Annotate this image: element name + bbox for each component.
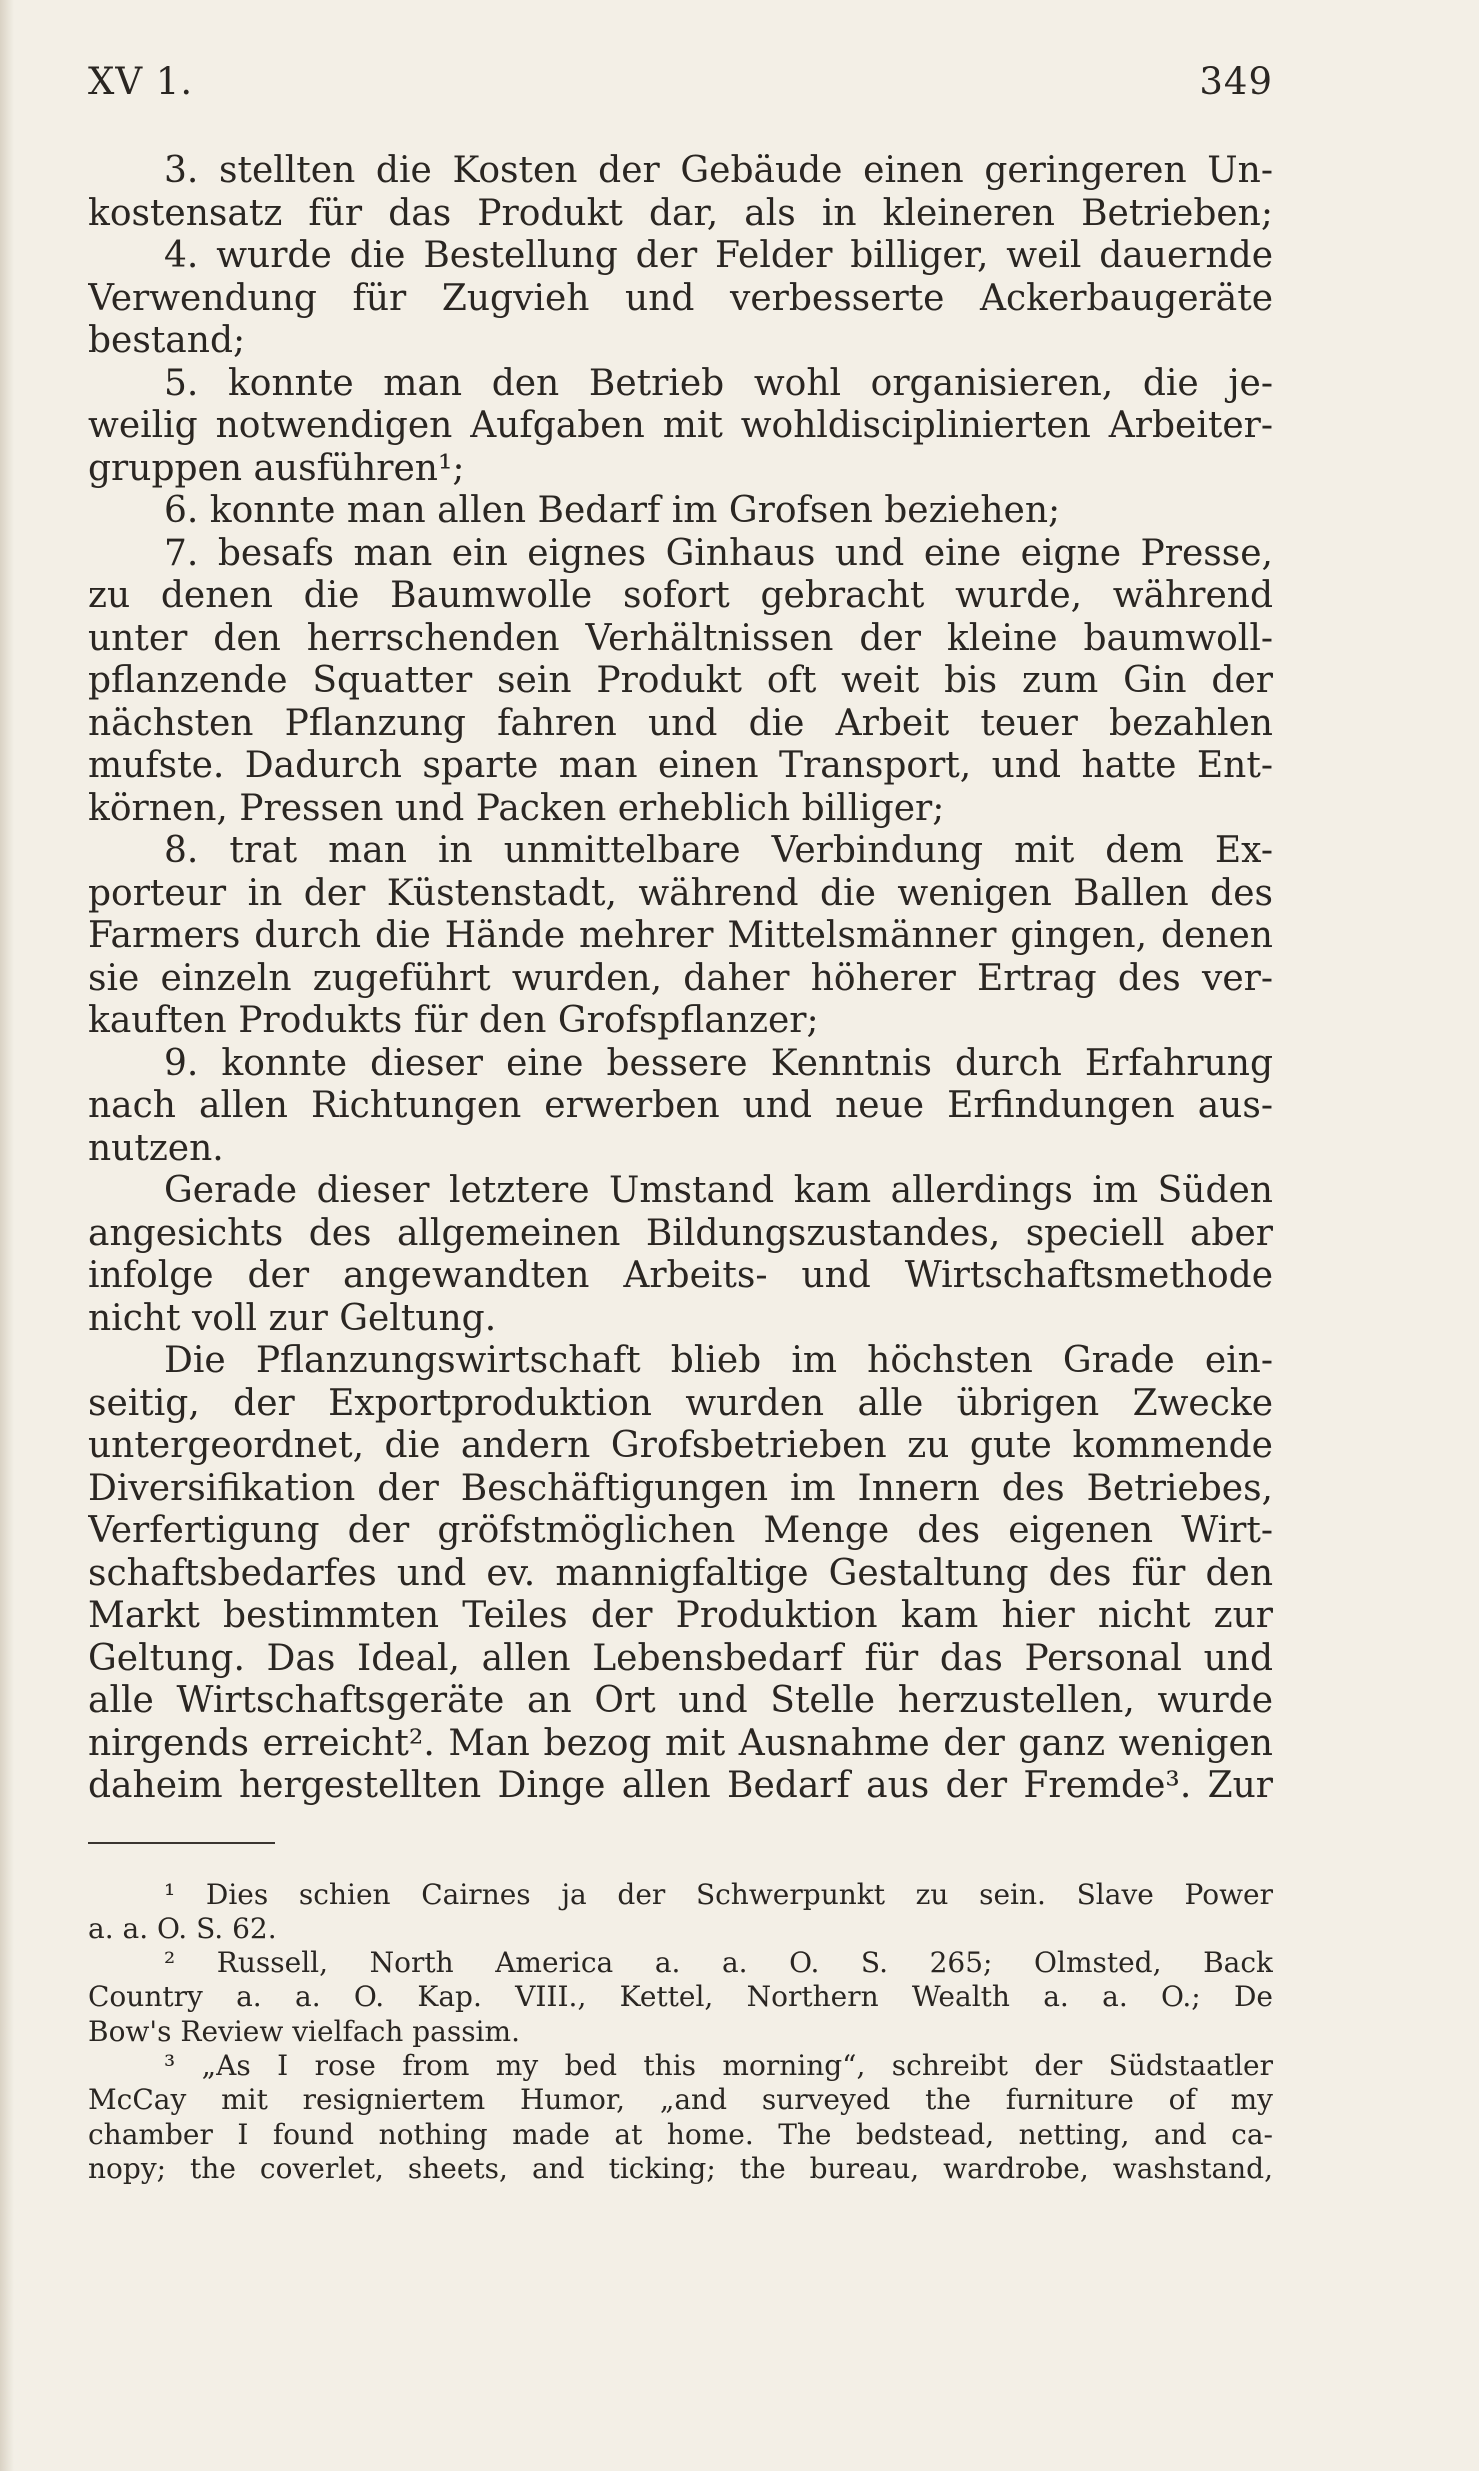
text-line: 7. besafs man ein eignes Ginhaus und eine eigne Presse, xyxy=(164,532,1273,574)
footnote-line: ² Russell, North America a. a. O. S. 265; Olmsted, Back xyxy=(164,1946,1273,1980)
text-line: seitig, der Exportproduktion wurden alle übrigen Zwecke xyxy=(88,1382,1273,1424)
text-line: kauften Produkts für den Grofspflanzer; xyxy=(88,1000,819,1041)
text-line: gruppen ausführen¹; xyxy=(88,447,465,489)
text-line: kostensatz für das Produkt dar, als in kleineren Betrieben; xyxy=(88,192,1273,234)
text-line: bestand; xyxy=(88,320,246,361)
text-line: sie einzeln zugeführt wurden, daher höherer Ertrag des ver- xyxy=(88,957,1273,999)
main-text xyxy=(88,150,1273,1808)
footnote-line: Country a. a. O. Kap. VIII., Kettel, Northern Wealth a. a. O.; De xyxy=(88,1980,1273,2014)
text-line: untergeordnet, die andern Grofsbetrieben zu gute kommende xyxy=(88,1425,1273,1466)
text-line: körnen, Pressen und Packen erheblich billiger; xyxy=(88,787,945,829)
text-line: alle Wirtschaftsgeräte an Ort und Stelle herzustellen, wurde xyxy=(88,1680,1273,1721)
text-line: Die Pflanzungswirtschaft blieb im höchsten Grade ein- xyxy=(164,1340,1273,1381)
text-line: nach allen Richtungen erwerben und neue Erfindungen aus- xyxy=(88,1085,1273,1126)
text-line: weilig notwendigen Aufgaben mit wohldisciplinierten Arbeiter- xyxy=(88,405,1273,446)
text-line: 6. konnte man allen Bedarf im Grofsen beziehen; xyxy=(164,490,1061,531)
footnote-line: a. a. O. S. 62. xyxy=(88,1911,277,1945)
text-line: Farmers durch die Hände mehrer Mittelsmänner gingen, denen xyxy=(88,915,1273,956)
text-line: Verfertigung der gröfstmöglichen Menge des eigenen Wirt- xyxy=(88,1510,1273,1551)
text-line: porteur in der Küstenstadt, während die wenigen Ballen des xyxy=(88,872,1273,914)
text-line: mufste. Dadurch sparte man einen Transport, und hatte Ent- xyxy=(88,745,1273,786)
text-line: nächsten Pflanzung fahren und die Arbeit teuer bezahlen xyxy=(88,702,1273,744)
footnote-separator xyxy=(88,1842,275,1844)
text-line: pflanzende Squatter sein Produkt oft weit bis zum Gin der xyxy=(88,660,1273,701)
running-head xyxy=(88,60,1273,120)
text-line: Geltung. Das Ideal, allen Lebensbedarf für das Personal und xyxy=(88,1637,1273,1679)
text-line: infolge der angewandten Arbeits- und Wirtschaftsmethode xyxy=(88,1255,1273,1296)
footnote-line: ¹ Dies schien Cairnes ja der Schwerpunkt zu sein. Slave Power xyxy=(164,1877,1273,1911)
footnotes xyxy=(88,1878,1273,2187)
text-line: 5. konnte man den Betrieb wohl organisieren, die je- xyxy=(164,362,1273,404)
footnote-line: chamber I found nothing made at home. The bedstead, netting, and ca- xyxy=(88,2117,1273,2151)
text-line: 3. stellten die Kosten der Gebäude einen geringeren Un- xyxy=(164,150,1273,191)
text-line: Diversifikation der Beschäftigungen im Innern des Betriebes, xyxy=(88,1467,1273,1509)
text-line: schaftsbedarfes und ev. mannigfaltige Gestaltung des für den xyxy=(88,1552,1273,1594)
footnote-line: nopy; the coverlet, sheets, and ticking; the bureau, wardrobe, washstand, xyxy=(88,2151,1273,2185)
text-line: nirgends erreicht². Man bezog mit Ausnahme der ganz wenigen xyxy=(88,1722,1273,1764)
text-line: Verwendung für Zugvieh und verbesserte Ackerbaugeräte xyxy=(88,277,1273,319)
footnote-line: ³ „As I rose from my bed this morning“, schreibt der Südstaatler xyxy=(164,2048,1273,2082)
text-line: daheim hergestellten Dinge allen Bedarf aus der Fremde³. Zur xyxy=(88,1765,1273,1806)
book-page xyxy=(88,60,1273,2186)
page-number: 349 xyxy=(1199,60,1273,103)
text-line: 4. wurde die Bestellung der Felder billiger, weil dauernde xyxy=(164,235,1273,276)
text-line: zu denen die Baumwolle sofort gebracht wurde, während xyxy=(88,575,1273,616)
text-line: unter den herrschenden Verhältnissen der kleine baumwoll- xyxy=(88,617,1273,659)
footnote-line: McCay mit resigniertem Humor, „and surveyed the furniture of my xyxy=(88,2083,1273,2117)
text-line: nutzen. xyxy=(88,1127,224,1169)
text-line: 9. konnte dieser eine bessere Kenntnis durch Erfahrung xyxy=(164,1042,1273,1084)
text-line: Gerade dieser letztere Umstand kam allerdings im Süden xyxy=(164,1170,1273,1211)
text-line: angesichts des allgemeinen Bildungszustandes, speciell aber xyxy=(88,1212,1273,1254)
text-line: nicht voll zur Geltung. xyxy=(88,1297,497,1339)
section-marker: XV 1. xyxy=(88,60,194,103)
text-line: 8. trat man in unmittelbare Verbindung mit dem Ex- xyxy=(164,830,1273,871)
text-line: Markt bestimmten Teiles der Produktion kam hier nicht zur xyxy=(88,1595,1273,1636)
footnote-line: Bow's Review vielfach passim. xyxy=(88,2014,520,2048)
page-gutter-shadow xyxy=(0,0,14,2471)
